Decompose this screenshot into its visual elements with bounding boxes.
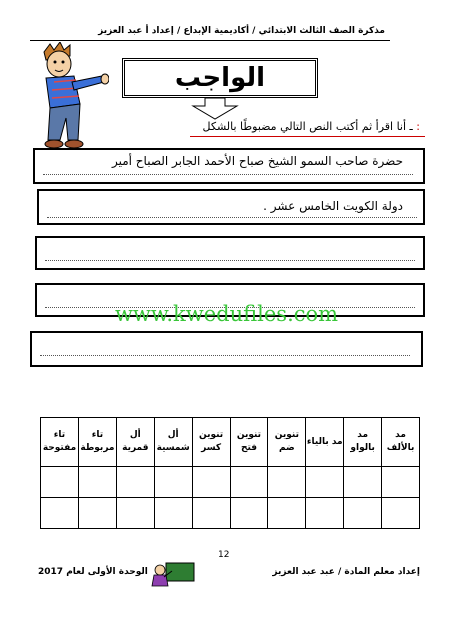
line-text-2: دولة الكويت الخامس عشر . (263, 199, 403, 213)
writing-box-5 (30, 331, 423, 367)
table-cell[interactable] (41, 467, 79, 498)
instruction-text: ـ أنا اقرأ ثم أكتب النص التالي مضبوطًا بالشكل (202, 120, 413, 133)
writing-box-1 (33, 148, 425, 184)
instruction (170, 120, 420, 133)
table-header: تاء مربوطة (78, 418, 116, 467)
down-arrow-icon (190, 98, 240, 120)
table-header: تنوين ضم (268, 418, 306, 467)
table-cell[interactable] (154, 467, 192, 498)
table-row (41, 498, 420, 529)
table-header: تنوين فتح (230, 418, 268, 467)
table-cell[interactable] (382, 467, 420, 498)
writing-box-3 (35, 236, 425, 270)
table-cell[interactable] (230, 467, 268, 498)
table-cell[interactable] (382, 498, 420, 529)
dotted-line (43, 174, 413, 175)
table-cell[interactable] (192, 467, 230, 498)
table-cell[interactable] (41, 498, 79, 529)
table-cell[interactable] (116, 498, 154, 529)
table-cell[interactable] (116, 467, 154, 498)
table-cell[interactable] (230, 498, 268, 529)
instruction-underline (190, 136, 425, 137)
line-text-1: حضرة صاحب السمو الشيخ صباح الأحمد الجابر الصباح أمير (111, 154, 403, 168)
table-cell[interactable] (306, 498, 344, 529)
table-header: أل قمرية (116, 418, 154, 467)
header-text: مذكرة الصف الثالث الابتدائي / أكاديمية الإبداع / إعداد أ عبد العزيز (98, 26, 385, 36)
table-header: مد بالألف (382, 418, 420, 467)
instruction-colon: : (416, 120, 420, 133)
table-header: مد بالياء (306, 418, 344, 467)
table-cell[interactable] (154, 498, 192, 529)
table-cell[interactable] (344, 498, 382, 529)
table-header: أل شمسية (154, 418, 192, 467)
dotted-line (47, 217, 417, 218)
page-title: الواجب (174, 63, 266, 93)
header-divider (30, 40, 390, 41)
dotted-line (45, 260, 415, 261)
table-row (41, 467, 420, 498)
table-cell[interactable] (306, 467, 344, 498)
footer-author: إعداد معلم المادة / عبد عبد العزيز (272, 567, 420, 577)
table-header-row (41, 418, 420, 467)
watermark: www.kwedufiles.com (114, 302, 339, 326)
table-header: تاء مفتوحة (41, 418, 79, 467)
classification-table (40, 417, 420, 529)
table-cell[interactable] (78, 467, 116, 498)
dotted-line (40, 355, 410, 356)
writing-box-2 (37, 189, 425, 225)
table-header: مد بالواو (344, 418, 382, 467)
table-header: تنوين كسر (192, 418, 230, 467)
boy-pushing-illustration (14, 42, 109, 154)
table-cell[interactable] (78, 498, 116, 529)
table-cell[interactable] (344, 467, 382, 498)
footer-unit: الوحدة الأولى لعام 2017 (38, 567, 148, 577)
page-number: 12 (218, 550, 230, 560)
teacher-illustration (150, 561, 196, 587)
title-box (122, 58, 318, 98)
table-cell[interactable] (268, 498, 306, 529)
table-cell[interactable] (268, 467, 306, 498)
table-cell[interactable] (192, 498, 230, 529)
